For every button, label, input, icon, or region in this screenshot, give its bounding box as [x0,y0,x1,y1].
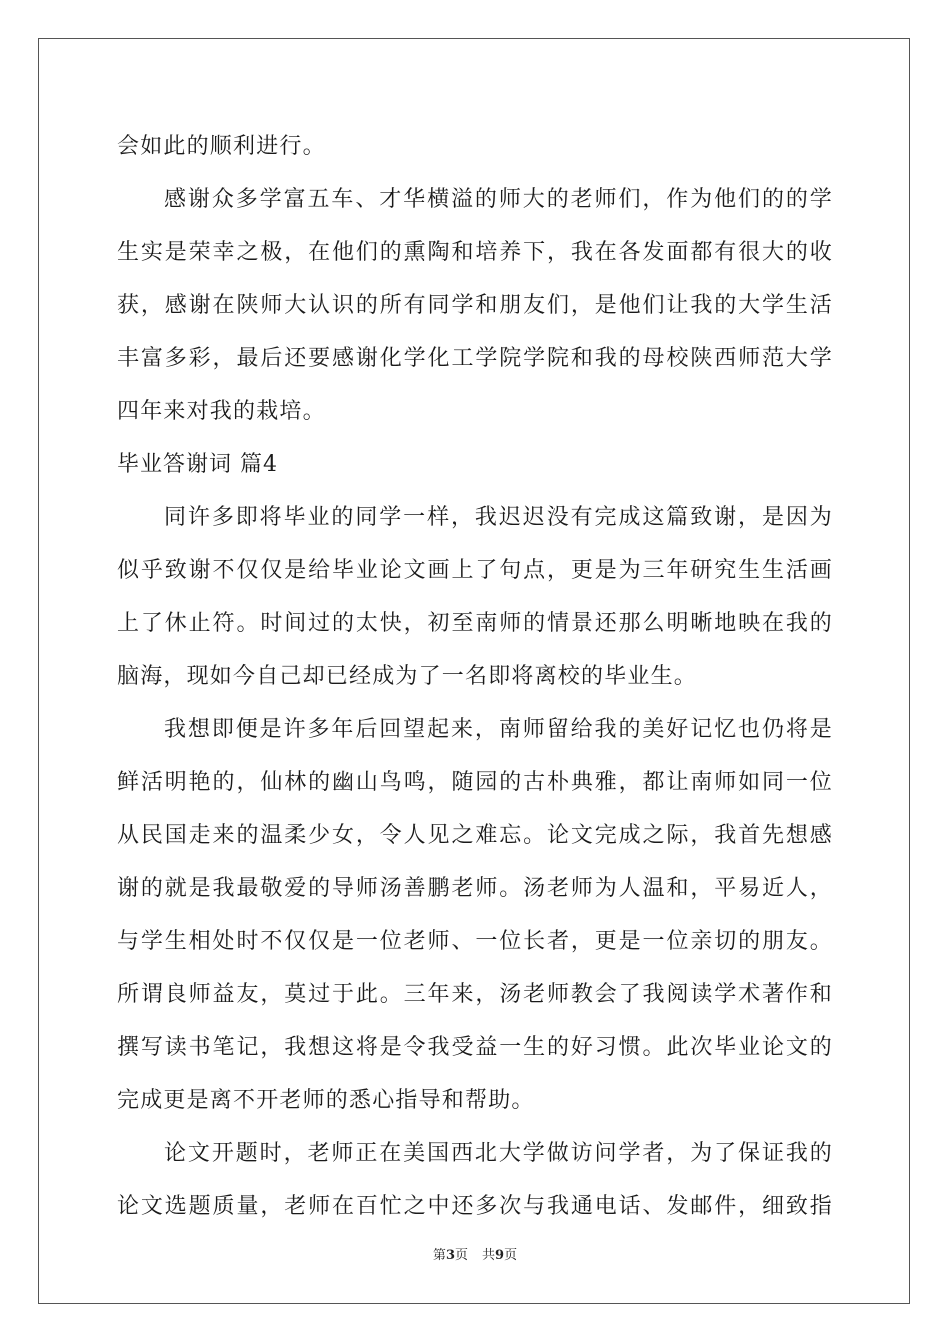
text-line-6: 四年来对我的栽培。 [117,399,326,424]
text-line-16: 与学生相处时不仅仅是一位老师、一位长者，更是一位亲切的朋友。 [117,929,833,954]
text-line-4: 获，感谢在陕师大认识的所有同学和朋友们，是他们让我的大学生活 [117,293,833,318]
total-suffix: 页 [504,1248,518,1263]
section-heading: 毕业答谢词 篇4 [117,452,278,477]
text-line-21: 论文选题质量，老师在百忙之中还多次与我通电话、发邮件，细致指 [117,1194,833,1219]
text-line-1: 会如此的顺利进行。 [117,134,326,159]
text-line-9: 似乎致谢不仅仅是给毕业论文画上了句点，更是为三年研究生生活画 [117,558,833,583]
text-line-3: 生实是荣幸之极，在他们的熏陶和培养下，我在各发面都有很大的收 [117,240,833,265]
text-line-15: 谢的就是我最敬爱的导师汤善鹏老师。汤老师为人温和，平易近人， [117,876,833,901]
text-line-10: 上了休止符。时间过的太快，初至南师的情景还那么明晰地映在我的 [117,611,833,636]
page-prefix: 第 [432,1248,446,1263]
current-page-number: 3 [445,1248,455,1263]
text-line-18: 撰写读书笔记，我想这将是令我受益一生的好习惯。此次毕业论文的 [117,1035,833,1060]
text-line-20: 论文开题时，老师正在美国西北大学做访问学者，为了保证我的 [164,1141,833,1166]
text-line-11: 脑海，现如今自己却已经成为了一名即将离校的毕业生。 [117,664,698,689]
text-line-8: 同许多即将毕业的同学一样，我迟迟没有完成这篇致谢，是因为 [164,505,833,530]
text-line-5: 丰富多彩，最后还要感谢化学化工学院学院和我的母校陕西师范大学 [117,346,833,371]
page-footer [0,1244,950,1263]
text-line-2: 感谢众多学富五车、才华横溢的师大的老师们，作为他们的的学 [164,187,833,212]
text-line-14: 从民国走来的温柔少女，令人见之难忘。论文完成之际，我首先想感 [117,823,833,848]
text-line-17: 所谓良师益友，莫过于此。三年来，汤老师教会了我阅读学术著作和 [117,982,833,1007]
text-line-19: 完成更是离不开老师的悉心指导和帮助。 [117,1088,535,1113]
page-suffix: 页 [454,1248,468,1263]
total-prefix: 共 [482,1248,496,1263]
text-line-13: 鲜活明艳的，仙林的幽山鸟鸣，随园的古朴典雅，都让南师如同一位 [117,770,833,795]
document-body [117,120,833,1233]
total-page-number: 9 [495,1248,505,1263]
text-line-12: 我想即便是许多年后回望起来，南师留给我的美好记忆也仍将是 [164,717,833,742]
